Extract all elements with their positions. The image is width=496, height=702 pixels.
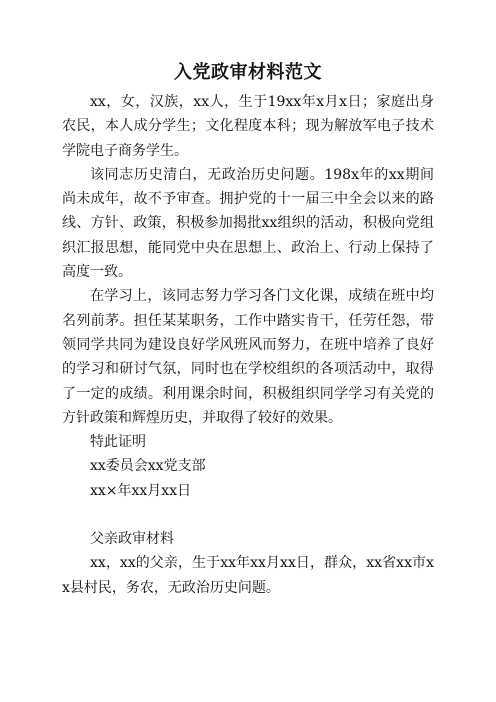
date-line: xx×年xx月xx日 [90,482,192,499]
issuer-line: xx委员会xx党支部 [90,458,206,475]
paragraph-study-performance: 在学习上，该同志努力学习各门文化课，成绩在班中均名列前茅。担任某某职务，工作中踏实肯干，任劳任怨，带领同学共同为建设良好学风班风而努力，在班中培养了良好的学习和研讨气氛，同时也在学校组织的各项活动中，取得了一定的成绩。利用课余时间，积极组织同学学习有关党的方针政策和辉煌历史，并取得了较好的效果。 [62,288,434,426]
section-heading-father: 父亲政审材料 [90,531,174,548]
paragraph-political-history: 该同志历史清白，无政治历史问题。198x年的xx期间尚未成年，故不予审查。拥护党的十一届三中全会以来的路线、方针、政策，积极参加揭批xx组织的活动，积极向党组织汇报思想，能同党中央在思想上、政治上、行动上保持了高度一致。 [62,166,434,281]
certify-line: 特此证明 [90,434,146,451]
paragraph-personal-info: xx，女，汉族，xx人，生于19xx年x月x日；家庭出身农民，本人成分学生；文化程度本科；现为解放军电子技术学院电子商务学生。 [62,94,434,159]
paragraph-father-info: xx，xx的父亲，生于xx年xx月xx日，群众，xx省xx市xx县村民，务农，无政治历史问题。 [62,555,434,596]
section-gap [62,503,434,527]
document-body [62,90,434,600]
document-title: 入党政审材料范文 [174,62,322,83]
